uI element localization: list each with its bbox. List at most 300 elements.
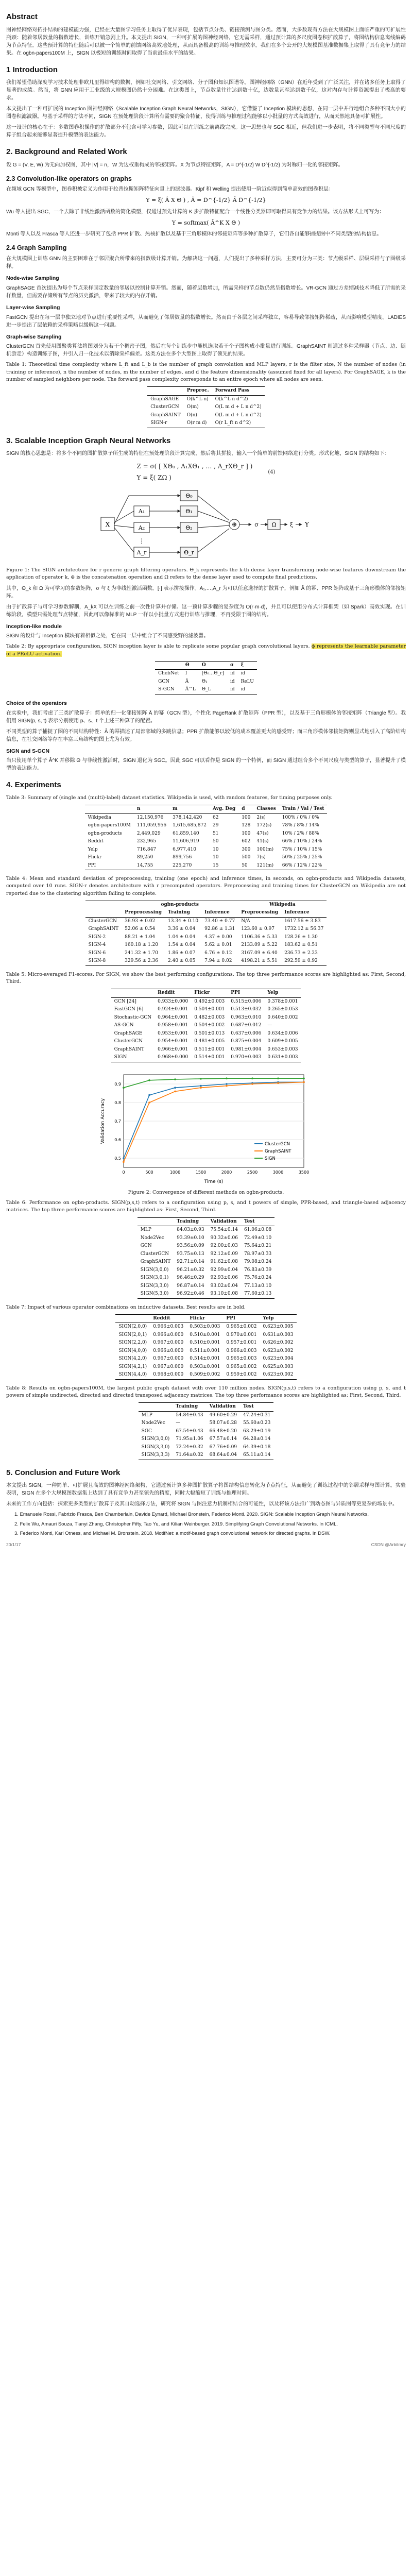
table8-caption: Table 8: Results on ogbn-papers100M, the largest public graph dataset with over 110 million nodes. SIGN(p,s,t) refers to a configuration using p, s, and t powers of simple undirected, directed and directed transposed adjacency matrices. The top three performance scores are highlighted as: First, Second, Third. — [6, 1385, 406, 1398]
table5-header-cell: Flickr — [191, 989, 228, 998]
data-point — [123, 1087, 125, 1089]
table3-cell: 602 — [242, 839, 251, 844]
fig1-omega: Ω — [271, 521, 277, 528]
y-tick-label: 0.9 — [114, 1081, 121, 1087]
table6-cell: 77.60±0.13 — [241, 1290, 274, 1298]
table-row — [85, 934, 327, 942]
table6-cell: 96.46±0.29 — [177, 1275, 204, 1280]
fig1-ellipsis: ⋮ — [139, 537, 145, 545]
table3-cell: ogbn-products — [88, 831, 122, 836]
data-point — [148, 1094, 150, 1096]
table-row — [155, 686, 257, 694]
table7-cell: 0.509±0.002 — [186, 1371, 223, 1379]
table-row — [155, 670, 257, 678]
table5-cell: 0.924±0.001 — [158, 1007, 188, 1012]
table2-header-cell: ξ — [238, 661, 257, 670]
table6-cell: 79.08±0.24 — [244, 1259, 272, 1264]
table8-cell: 54.84±0.43 — [176, 1412, 203, 1418]
reference-item: 1. Emanuele Rossi, Fabrizio Frasca, Ben Chamberlain, Davide Eynard, Michael Bronstein, Federico Monti. 2020. SIGN: Scalable Inception Graph Neural Networks. — [14, 1512, 369, 1518]
table5-caption: Table 5: Micro-averaged F1-scores. For SIGN, we show the best performing configurations. The top three performance scores are highlighted as: First, Second, Third. — [6, 971, 406, 985]
table7-cell: 0.965±0.002 — [226, 1324, 257, 1330]
table7-caption: Table 7: Impact of various operator combinations on inductive datasets. Best results are in bold. — [6, 1304, 246, 1310]
intro-heading: 1 Introduction — [6, 65, 58, 74]
table4-cell: 1106.36 ± 5.33 — [241, 934, 278, 940]
table4-cell: 1617.56 ± 3.83 — [284, 918, 321, 924]
table1-cell: O(k^L n) — [186, 396, 209, 402]
table2-caption-text: Table 2: By appropriate configuration, SIGN inception layer is able to replicate some popular graph convolutional layers. — [6, 643, 310, 650]
table6-caption: Table 6: Performance on ogbn-products. SIGN(p,s,t) refers to a configuration using p, s, and t powers of simple, PPR-based, and triangle-based adjacency matrices. The top three performance scores are highlighted as: First, Second, Third. — [6, 1200, 406, 1213]
table-row — [85, 830, 328, 838]
table3-cell: PPI — [85, 862, 134, 870]
table1-cell: O(n) — [186, 412, 197, 418]
table6-cell: 91.62±0.08 — [210, 1259, 238, 1264]
legend-label: ClusterGCN — [265, 1141, 290, 1147]
table6-cell: 77.13±0.10 — [244, 1283, 272, 1289]
table3-cell: 50 — [212, 839, 219, 844]
data-point — [200, 1085, 202, 1087]
gcn-formula: Y = ξ( Â X Θ ) , Â = D̃^{-1/2} Ã D̃^{-1/2} — [146, 197, 266, 204]
table4-cell: 2.40 ± 0.05 — [165, 957, 201, 965]
table4-cell: 292.59 ± 0.92 — [281, 957, 327, 965]
table7-cell: 0.510±0.001 — [190, 1332, 220, 1337]
intro-paragraph-3: 这一设计的核心在于：多数图卷积操作的扩散部分不包含可学习参数，因此可以在训练之前离线完成。这一思想也与 SGC 相近，但我们进一步表明，将不同类型与不同尺度的算子组合起来能够显著提升模型的表达能力。 — [6, 125, 406, 138]
legend-label: GraphSAINT — [265, 1148, 291, 1154]
table5-cell: 0.631±0.003 — [264, 1054, 301, 1062]
table7-operators — [115, 1314, 296, 1380]
table3-header-cell: d — [238, 805, 253, 814]
table7-cell: 0.968±0.000 — [150, 1371, 186, 1379]
sign-sgcn-heading: SIGN and S-GCN — [6, 748, 50, 754]
table5-cell: 0.492±0.003 — [194, 998, 225, 1004]
table5-cell: ClusterGCN — [114, 1039, 143, 1044]
table6-header-cell — [138, 1217, 174, 1226]
table4-cell: SIGN-8 — [85, 957, 122, 965]
table5-cell: 0.609±0.005 — [267, 1039, 298, 1044]
table7-cell: 0.967±0.000 — [153, 1364, 184, 1369]
table3-cell: Reddit — [88, 839, 104, 844]
table3-cell: 61,859,140 — [173, 831, 199, 836]
table2-replication — [155, 661, 257, 694]
table1-header-cell: Preproc. — [184, 387, 212, 396]
table6-cell: SIGN(3,3,0) — [140, 1283, 169, 1289]
table6-header-cell: Test — [241, 1217, 274, 1226]
table8-cell: 66.48±0.20 — [209, 1428, 237, 1434]
table3-cell: 11,606,919 — [173, 839, 199, 844]
table5-cell: 0.981±0.004 — [231, 1046, 262, 1052]
fig1-branch-0 — [114, 490, 229, 524]
table4-cell: 6.76 ± 0.12 — [204, 950, 232, 956]
graph-sampling-heading: Graph-wise Sampling — [6, 333, 62, 340]
table-row — [111, 997, 301, 1006]
table5-cell: Stochastic-GCN — [114, 1014, 152, 1020]
sampling-heading: 2.4 Graph Sampling — [6, 244, 67, 252]
fig1-op-r: A_r — [136, 549, 147, 556]
related-heading: 2. Background and Related Work — [6, 147, 127, 156]
figure1-svg — [98, 486, 314, 564]
table-row — [155, 678, 257, 686]
table6-cell: 93.75±0.13 — [177, 1251, 204, 1257]
table5-header-cell — [111, 989, 155, 998]
table-row — [85, 838, 328, 846]
table8-cell: 58.07±0.28 — [209, 1420, 237, 1426]
table6-header-cell: Training — [174, 1217, 207, 1226]
table3-cell: 62 — [212, 815, 219, 820]
conv-text-2: Wu 等人提出 SGC，一个去除了非线性激活函数的简化模型，仅通过预先计算的 K 步扩散特征配合一个线性分类器即可取得具有竞争力的结果。该方法形式上可写为： — [6, 209, 385, 215]
fig1-op-2: A₂ — [138, 524, 145, 531]
table8-cell: 67.57±0.14 — [209, 1436, 237, 1442]
table4-cell: 92.86 ± 1.31 — [204, 926, 235, 932]
sign-text-3: 由于扩散算子与可学习参数解耦，A_kX 可以在训练之前一次性计算并存储。这一预计算步骤的复杂度为 O(r·m·d)，并且可以使用分布式计算框架（如 Spark）高效实现。在训练阶段，模型只需处理节点特征，因此可以像标准的 MLP 一样以小批量方式进行训练与推理，不再受限于图的结构。 — [6, 604, 406, 618]
table3-cell: 716,847 — [136, 846, 157, 852]
table3-cell: 7(s) — [256, 855, 266, 860]
data-point — [174, 1090, 176, 1092]
data-point — [123, 1157, 125, 1159]
table5-cell: GraphSAINT — [114, 1046, 145, 1052]
table2-cell: Â^L — [182, 686, 199, 694]
table-row — [138, 1234, 275, 1243]
table-row — [139, 1428, 274, 1436]
layer-sampling-text: FastGCN 提出在每一层中独立地对节点进行重要性采样，从而避免了邻居数量的指数增长。然而由于各层之间采样独立，容易导致邻接矩阵稀疏，从而影响模型精度。LADIES 进一步提出了层依赖的采样策略以缓解这一问题。 — [6, 314, 406, 328]
table6-cell: 72.49±0.10 — [244, 1235, 272, 1241]
table-row — [85, 854, 328, 862]
reference-item: 3. Federico Monti, Karl Otness, and Michael M. Bronstein. 2018. MotifNet: a motif-based graph convolutional network for directed graphs. In DSW. — [14, 1530, 331, 1536]
table3-cell: Yelp — [88, 846, 98, 852]
table4-cell: 3.36 ± 0.04 — [168, 926, 196, 932]
table3-cell: Flickr — [88, 855, 102, 860]
sign-heading: 3. Scalable Inception Graph Neural Networks — [6, 436, 171, 445]
table6-cell: 93.02±0.04 — [210, 1283, 238, 1289]
reference-item: 2. Felix Wu, Amauri Souza, Tianyi Zhang, Christopher Fifty, Tao Yu, and Kilian Weinberger. 2019. Simplifying Graph Convolutional Networks. In ICML. — [14, 1521, 338, 1527]
table4-header-cell: Inference — [281, 909, 327, 917]
table2-cell: Θ₁ — [201, 679, 208, 684]
table5-cell: 0.653±0.003 — [267, 1046, 298, 1052]
table7-cell: 0.966±0.003 — [226, 1348, 257, 1353]
table-row — [111, 1038, 301, 1046]
table5-cell: 0.933±0.000 — [158, 998, 188, 1004]
table6-cell: 93.39±0.10 — [177, 1235, 204, 1241]
table8-cell: 67.76±0.09 — [209, 1444, 237, 1450]
table5-cell: 0.265±0.053 — [267, 1007, 298, 1012]
data-point — [123, 1161, 125, 1163]
table7-cell: SIGN(4,4,0) — [115, 1371, 150, 1379]
table7-header-cell: Yelp — [260, 1314, 296, 1323]
fig1-concat: ⊕ — [231, 521, 237, 528]
table2-header-cell — [155, 661, 182, 670]
figure2-caption: Figure 2: Convergence of different methods on ogbn-products. — [128, 1189, 284, 1195]
table2-cell: GCN — [158, 679, 170, 684]
table-row — [111, 1054, 301, 1062]
table4-header-cell — [85, 909, 122, 917]
data-point — [148, 1101, 150, 1104]
table2-cell: Θ_L — [199, 686, 227, 694]
y-tick-label: 0.6 — [114, 1137, 121, 1142]
table7-cell: 0.626±0.002 — [263, 1340, 294, 1346]
table5-cell: 0.954±0.001 — [158, 1039, 188, 1044]
table6-cell: ClusterGCN — [140, 1251, 169, 1257]
table1-cell: ClusterGCN — [150, 404, 179, 410]
table1-complexity — [147, 386, 265, 428]
table8-header-cell — [139, 1403, 173, 1412]
table7-cell: 0.966±0.000 — [153, 1348, 184, 1353]
table4-cell: 1.86 ± 0.07 — [168, 950, 196, 956]
table-row — [85, 957, 327, 965]
data-point — [174, 1078, 176, 1080]
table7-cell: 0.623±0.005 — [263, 1324, 294, 1330]
table6-cell: 84.03±0.93 — [177, 1227, 204, 1232]
table3-header-cell: Classes — [253, 805, 279, 814]
table6-cell: SIGN(3,0,0) — [140, 1267, 169, 1273]
table7-cell: 0.965±0.003 — [226, 1356, 257, 1362]
table3-cell: 111,059,956 — [136, 823, 167, 828]
table4-cell: N/A — [241, 918, 250, 924]
table-row — [138, 1282, 275, 1291]
table7-cell: SIGN(2,2,0) — [118, 1340, 147, 1346]
table6-cell: 96.21±0.32 — [177, 1267, 204, 1273]
table7-cell: 0.967±0.000 — [153, 1356, 184, 1362]
table8-cell: 64.28±0.14 — [243, 1436, 271, 1442]
table4-header-cell: Preprocessing — [238, 909, 281, 917]
table5-cell: 0.687±0.012 — [231, 1023, 262, 1028]
table8-header-cell: Test — [240, 1403, 273, 1412]
table-row — [139, 1451, 274, 1460]
table4-cell: SIGN-2 — [88, 934, 106, 940]
node-sampling-heading: Node-wise Sampling — [6, 275, 59, 281]
table3-cell: 50 — [238, 862, 253, 870]
table1-cell: SIGN-r — [147, 419, 184, 428]
table3-cell: 10 — [212, 855, 219, 860]
table7-cell: SIGN(2,0,1) — [118, 1332, 147, 1337]
table3-cell: 89,250 — [136, 855, 153, 860]
table5-cell: 0.637±0.006 — [231, 1030, 262, 1036]
table3-cell: 899,756 — [173, 855, 192, 860]
table3-cell: 300 — [242, 846, 251, 852]
sampling-text: 在大规模图上训练 GNN 的主要困难在于邻居聚合所带来的指数级计算开销。为解决这一问题，人们提出了多种采样方法，主要可分为三类：节点级采样、层级采样与子图级采样。 — [6, 256, 406, 269]
table6-cell: GraphSAINT — [140, 1259, 171, 1264]
table3-cell: 2,449,029 — [136, 831, 161, 836]
fig1-theta-0: Θ₀ — [185, 493, 193, 499]
table3-cell: 2(s) — [256, 815, 266, 820]
table8-cell: Node2Vec — [141, 1420, 165, 1426]
table3-cell: 1,615,685,872 — [173, 823, 207, 828]
table4-cell: 241.32 ± 1.70 — [125, 950, 158, 956]
table6-cell: 90.32±0.06 — [210, 1235, 238, 1241]
table5-cell: — — [267, 1023, 272, 1028]
table3-caption: Table 3: Summary of (single and (multi)-label) dataset statistics. Wikipedia is used, with random features, for timing purposes only. — [6, 794, 333, 801]
inception-text: SIGN 的设计与 Inception 模块有着相似之处，它在同一层中组合了不同感受野的滤波器。 — [6, 633, 209, 639]
fig1-theta-r: Θ_r — [184, 549, 194, 556]
footer-watermark: CSDN @Arbitrary — [371, 1542, 406, 1547]
x-tick-label: 3000 — [272, 1170, 284, 1175]
table4-cell: 4198.21 ± 5.51 — [238, 957, 281, 965]
table7-cell: 0.511±0.001 — [190, 1348, 220, 1353]
sign-equation-number: (4) — [268, 469, 276, 475]
table6-cell: 93.10±0.08 — [208, 1290, 241, 1298]
table5-cell: 0.514±0.001 — [191, 1054, 228, 1062]
table5-cell: GCN [24] — [114, 998, 136, 1004]
table-row — [138, 1250, 275, 1259]
table8-header-cell: Training — [173, 1403, 206, 1412]
table1-cell: O(k^L n d^2) — [215, 396, 248, 402]
table5-cell: 0.481±0.005 — [194, 1039, 225, 1044]
operators-text-2: 不同类型的算子捕捉了图的不同结构特性：Â 的幂描述了局部邻域的多跳信息；PPR 扩散能够以较低的成本覆盖更大的感受野；而三角形模体邻接矩阵则显式地引入了高阶结构信息，在社交网络等存在丰富三角结构的图上尤为有效。 — [6, 728, 406, 742]
table4-cell: 329.56 ± 2.36 — [122, 957, 165, 965]
table8-cell: MLP — [141, 1412, 152, 1418]
table7-cell: 0.966±0.003 — [153, 1324, 184, 1330]
table2-header-cell: Θ — [182, 661, 199, 670]
references-list — [6, 1511, 406, 1537]
table7-cell: SIGN(2,0,0) — [118, 1324, 147, 1330]
table6-cell: 96.87±0.14 — [177, 1283, 204, 1289]
table6-cell: 75.64±0.21 — [244, 1243, 272, 1248]
table8-cell: 65.11±0.14 — [240, 1451, 273, 1460]
table8-cell: SGC — [141, 1428, 152, 1434]
table4-group-b: Wikipedia — [238, 901, 327, 909]
table3-cell: 100(m) — [256, 846, 274, 852]
data-point — [303, 1077, 305, 1079]
table2-cell: ChebNet — [158, 671, 179, 676]
table-row — [85, 846, 328, 854]
table5-cell: 0.958±0.001 — [158, 1023, 188, 1028]
table1-caption: Table 1: Theoretical time complexity where L_ft and L_b is the number of graph convolution and MLP layers, r is the filter size, N the number of nodes (in training or inference), n the number of nodes, m the number of edges, and d the feature dimensionality (assumed fixed for all layers). For GraphSAGE, k is the number of sampled neighbors per node. The forward pass complexity corresponds to an entire epoch where all nodes are seen. — [6, 362, 406, 382]
figure2-chart — [98, 1067, 314, 1186]
table-row — [85, 925, 327, 934]
table-row — [139, 1419, 274, 1428]
table2-cell: Â — [185, 679, 189, 684]
x-axis-label: Time (s) — [204, 1179, 224, 1184]
table-row — [115, 1323, 296, 1331]
table7-cell: 0.623±0.004 — [263, 1356, 294, 1362]
y-tick-label: 0.8 — [114, 1100, 121, 1105]
table1-header-cell: Forward Pass — [212, 387, 265, 396]
table7-cell: 0.967±0.000 — [153, 1340, 184, 1346]
table7-header-cell: Reddit — [150, 1314, 186, 1323]
table4-cell: 160.18 ± 1.20 — [125, 942, 158, 948]
table7-cell: SIGN(4,0,0) — [118, 1348, 147, 1353]
table4-cell: 236.73 ± 2.23 — [284, 950, 318, 956]
table-row — [138, 1274, 275, 1282]
table-row — [147, 419, 265, 428]
table4-cell: 73.40 ± 0.77 — [204, 918, 235, 924]
table4-header-cell: Training — [165, 909, 201, 917]
fig1-branch-r — [114, 528, 229, 557]
sign-equation-line-2: Y = ξ( ZΩ ) — [136, 474, 171, 481]
table4-cell: 128.26 ± 1.30 — [284, 934, 318, 940]
conv-text-3: Monti 等人以及 Frasca 等人还进一步研究了包括 PPR 扩散、热核扩散以及基于三角形模体的邻接矩阵等多种扩散算子，它们各自能够捕捉图中不同类型的结构信息。 — [6, 231, 382, 238]
table4-cell: 4.37 ± 0.00 — [204, 934, 232, 940]
table7-cell: 0.623±0.002 — [260, 1371, 296, 1379]
table2-header-cell: Ω — [199, 661, 227, 670]
table6-cell: 92.00±0.03 — [210, 1243, 238, 1248]
table7-cell: SIGN(4,2,1) — [118, 1364, 147, 1369]
table7-cell: 0.625±0.003 — [263, 1364, 294, 1369]
table6-cell: GCN — [140, 1243, 152, 1248]
fig1-branch-2 — [114, 522, 229, 533]
table2-cell: id — [230, 671, 235, 676]
abstract-heading: Abstract — [6, 12, 38, 21]
table4-caption: Table 4: Mean and standard deviation of preprocessing, training (one epoch) and inference times, in seconds, on ogbn-products and Wikipedia datasets, computed over 10 runs. SIGN-r denotes architecture with r precomputed operators. Preprocessing and training times for ClusterGCN on Wikipedia are not reported due to the clustering algorithm failing to complete. — [6, 876, 406, 896]
table3-cell: 378,142,420 — [173, 815, 202, 820]
data-point — [303, 1081, 305, 1083]
table7-header-cell: PPI — [223, 1314, 260, 1323]
table7-cell: 0.965±0.002 — [226, 1364, 257, 1369]
fig1-theta-2: Θ₂ — [185, 524, 193, 531]
table6-products — [138, 1217, 275, 1299]
graph-sampling-text: ClusterGCN 首先使用图聚类算法将图划分为若干个稠密子图，然后在每个训练步中随机选取若干个子图构成小批量进行训练。GraphSAINT 则通过多种采样器（节点、边、随机游走）构造训练子图，并引入归一化技术以消除采样偏差。这类方法在多个大型图上取得了领先的结果。 — [6, 344, 406, 358]
related-text: 设 G = (V, E, W) 为无向加权图，其中 |V| = n，W 为边权重构成的邻接矩阵。X 为节点特征矩阵，A = D^{-1/2} W D^{-1/2} 为对称归一化的邻接矩阵。 — [6, 162, 344, 168]
table8-cell: 47.24±0.31 — [243, 1412, 271, 1418]
table2-caption — [6, 643, 406, 658]
table6-cell: 92.99±0.04 — [210, 1267, 238, 1273]
table4-cell: 88.21 ± 1.04 — [125, 934, 156, 940]
table3-cell: 6,977,410 — [173, 846, 196, 852]
table7-cell: 0.503±0.001 — [190, 1364, 220, 1369]
table-row — [111, 1030, 301, 1038]
table-row — [85, 941, 327, 950]
table4-cell: 5.62 ± 0.01 — [204, 942, 232, 948]
table2-caption-highlight: ϕ represents the learnable parameter of a PReLU activation. — [6, 643, 406, 657]
y-tick-label: 0.7 — [114, 1118, 121, 1124]
table3-header-cell: n — [134, 805, 169, 814]
table4-cell: 13.34 ± 0.10 — [168, 918, 199, 924]
table3-cell: 100 — [242, 831, 251, 836]
table4-cell: 2133.09 ± 5.22 — [241, 942, 278, 948]
table2-cell: I — [185, 671, 187, 676]
table6-cell: 92.93±0.06 — [210, 1275, 238, 1280]
table5-cell: 0.968±0.000 — [154, 1054, 191, 1062]
table4-cell: SIGN-6 — [88, 950, 106, 956]
table1-cell: O(r m d) — [184, 419, 212, 428]
conv-text: 在频域 GCN 等模型中，图卷积被定义为作用于拉普拉斯矩阵特征向量上的滤波器。Kipf 和 Welling 提出使用一阶近似得到简单高效的图卷积层： — [6, 187, 334, 193]
table4-cell: 1.04 ± 0.04 — [168, 934, 196, 940]
table4-cell: 183.62 ± 0.51 — [284, 942, 318, 948]
table5-f1 — [111, 989, 301, 1062]
table4-cell: 3167.09 ± 6.40 — [241, 950, 278, 956]
table-row — [85, 950, 327, 958]
table-row — [115, 1347, 296, 1355]
table5-cell: 0.634±0.006 — [267, 1030, 298, 1036]
table-row — [115, 1339, 296, 1347]
table7-cell: 0.503±0.003 — [190, 1324, 220, 1330]
table5-cell: 0.501±0.013 — [194, 1030, 225, 1036]
table-row — [85, 814, 328, 822]
table5-cell: 0.953±0.001 — [158, 1030, 188, 1036]
table3-header-cell: Avg. Deg — [210, 805, 238, 814]
table3-cell: 12,150,976 — [136, 815, 164, 820]
table4-cell: 1732.12 ± 56.37 — [284, 926, 324, 932]
data-point — [277, 1077, 279, 1079]
table7-cell: 0.514±0.001 — [190, 1356, 220, 1362]
data-point — [277, 1082, 279, 1084]
table7-cell: 0.966±0.000 — [153, 1332, 184, 1337]
table5-header-cell: Yelp — [264, 989, 301, 998]
table6-cell: 93.56±0.09 — [177, 1243, 204, 1248]
table3-cell: 172(s) — [256, 823, 272, 828]
table5-cell: 0.963±0.010 — [231, 1014, 262, 1020]
table6-cell: 92.71±0.14 — [177, 1259, 204, 1264]
inception-heading: Inception-like module — [6, 623, 62, 630]
table8-cell: 71.64±0.02 — [173, 1451, 206, 1460]
fig1-xi: ξ — [289, 521, 294, 528]
legend-label: SIGN — [265, 1156, 276, 1161]
intro-paragraph-2: 本文提出了一种可扩展的 Inception 图神经网络（Scalable Inception Graph Neural Networks，SIGN），它借鉴了 Inception 模块的思想，在同一层中并行地组合多种不同大小的图卷积滤波器。与基于采样的方法不同，SIGN 在预处理阶段计算所有需要的聚合特征，使得训练与推理过程能够以小批量的方式高效进行，从而天然地具备可扩展性。 — [6, 106, 406, 120]
table7-header-cell — [115, 1314, 150, 1323]
sign-text-2: 其中，Θ_k 和 Ω 为可学习的参数矩阵，σ 与 ξ 为非线性激活函数。[·] 表示拼接操作。A₁,…,A_r 为可以任意选择的扩散算子，例如 Â 的幂、PPR 矩阵或基于三角形模体的邻接矩阵。 — [6, 585, 406, 599]
table3-cell: 128 — [242, 823, 251, 828]
table3-header-cell: Train / Val / Test — [279, 805, 328, 814]
table3-cell: 121(m) — [253, 862, 279, 870]
figure1-architecture — [6, 486, 406, 564]
table6-cell: 75.54±0.14 — [210, 1227, 238, 1232]
